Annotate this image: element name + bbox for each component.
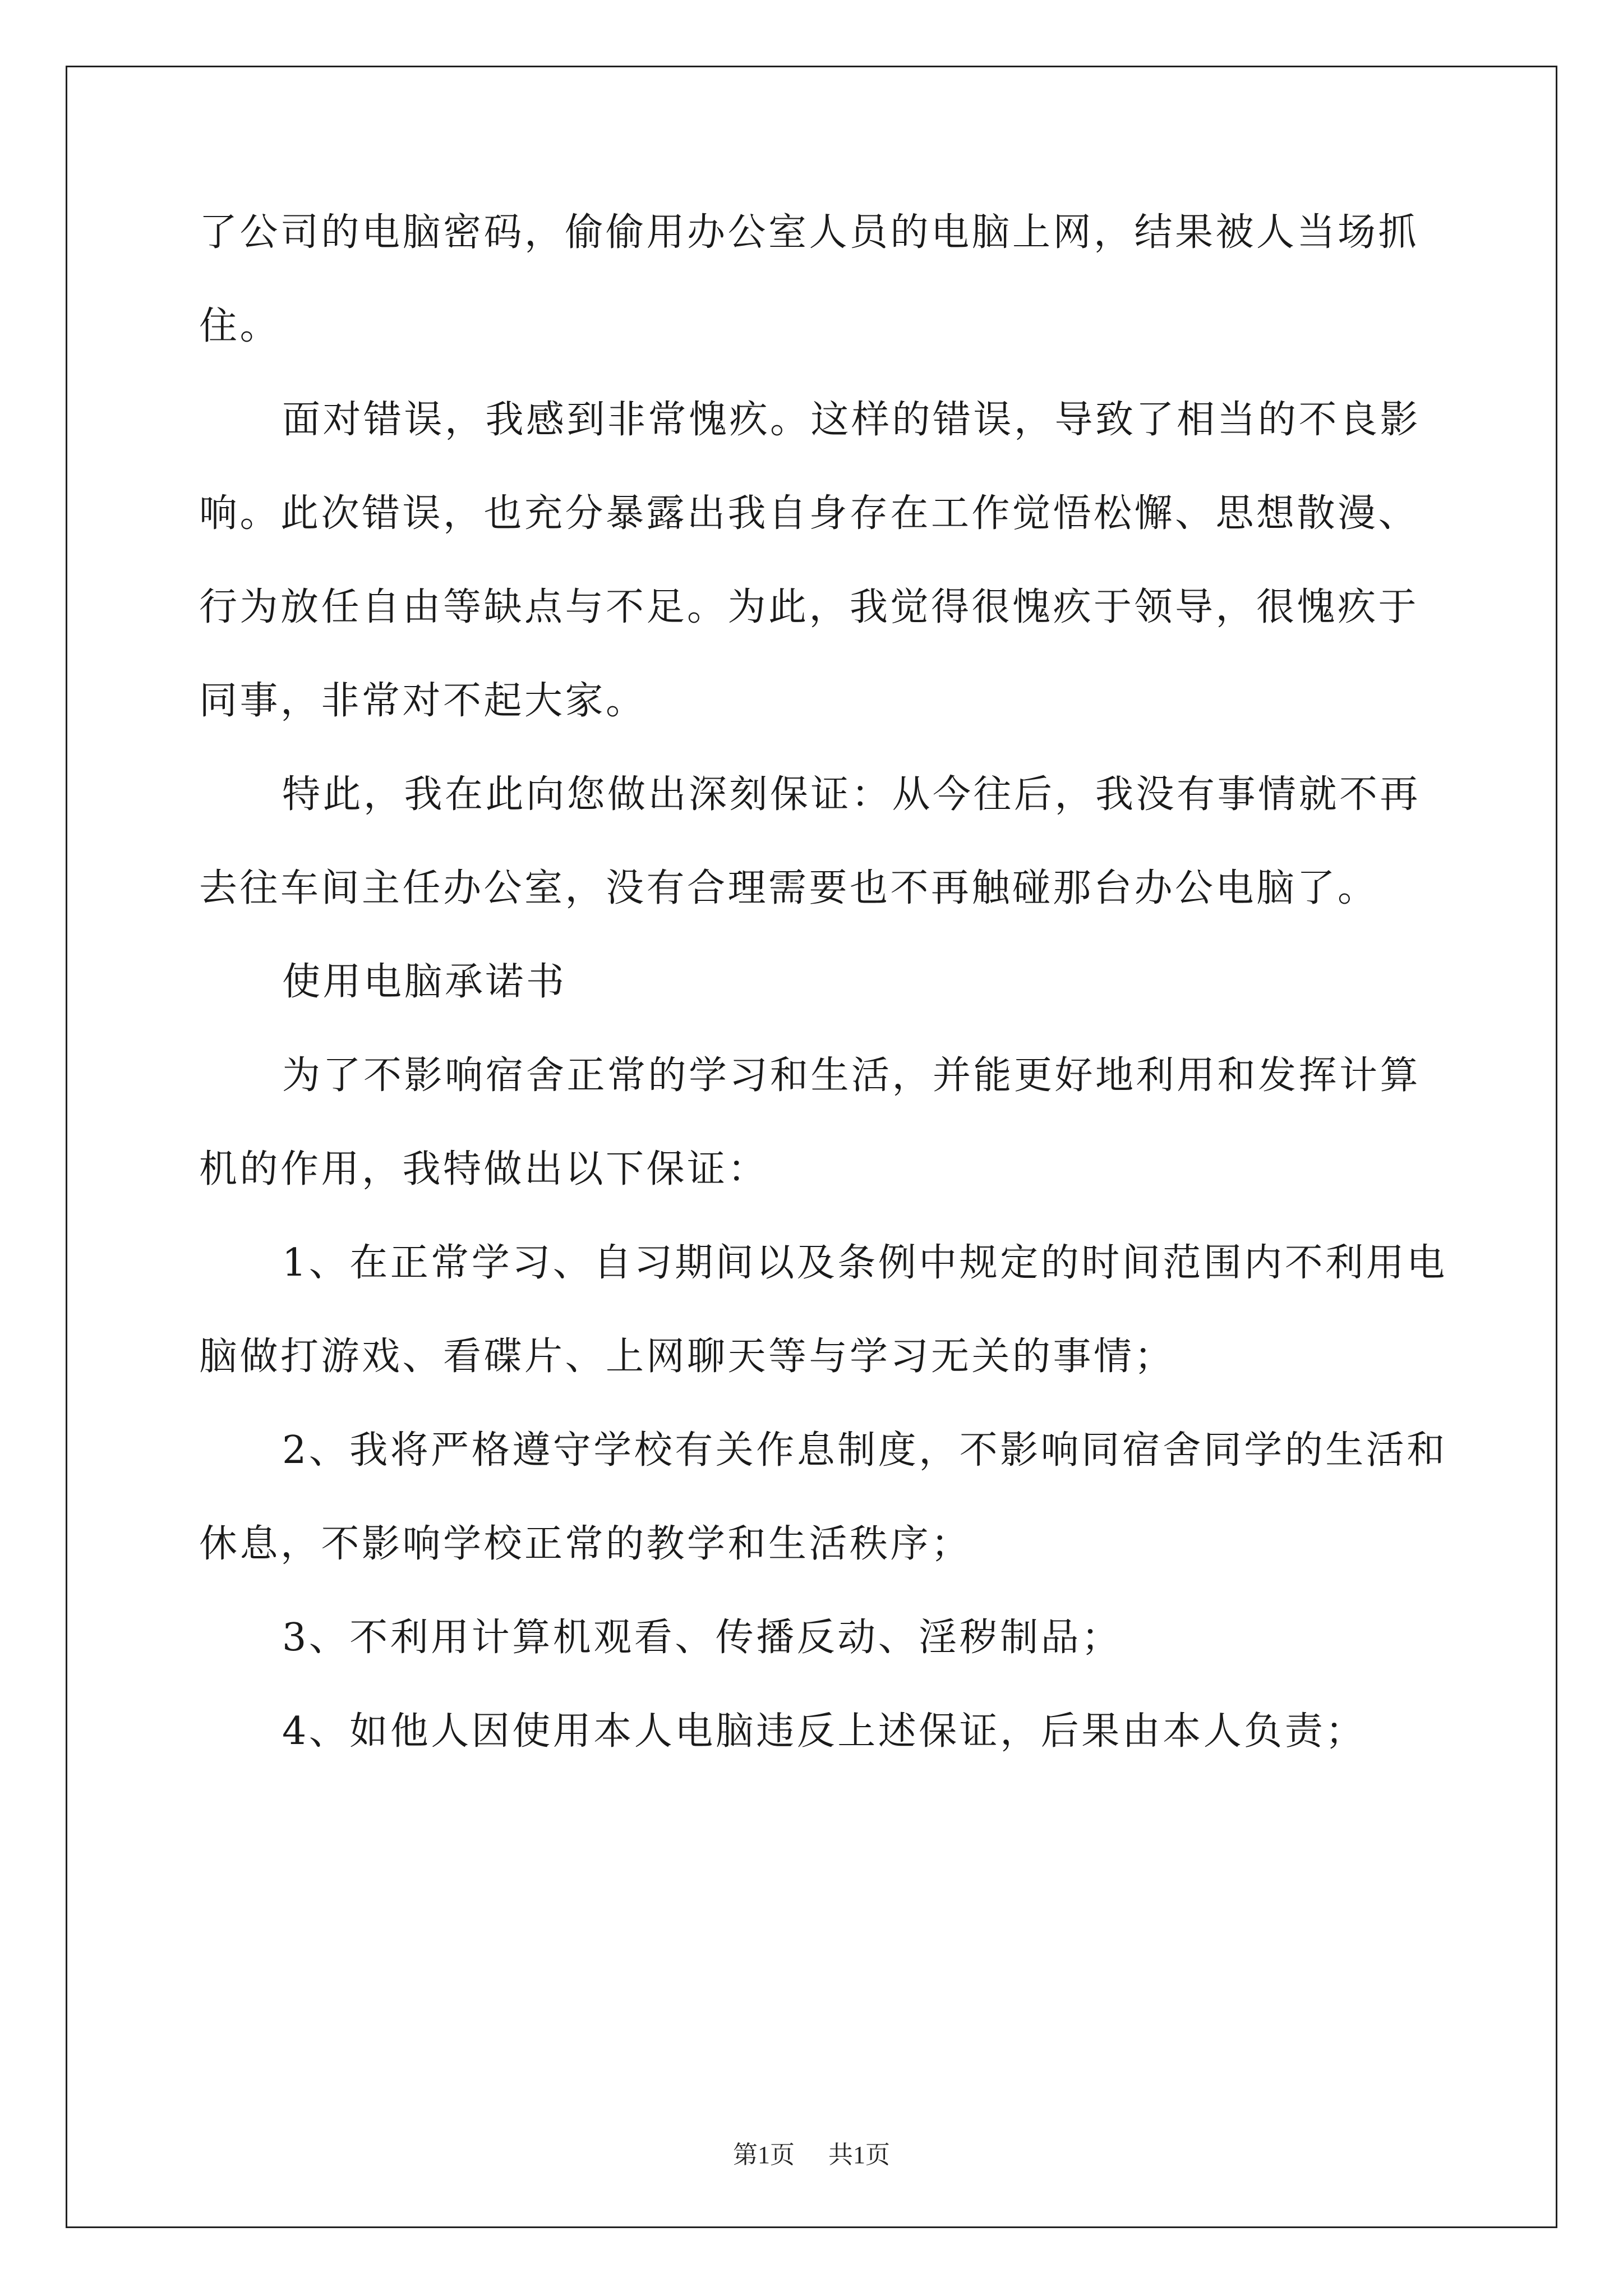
section-heading: 使用电脑承诺书 bbox=[282, 960, 567, 1004]
text-line: 去往车间主任办公室，没有合理需要也不再触碰那台办公电脑了。 bbox=[199, 866, 1378, 910]
document-body bbox=[199, 210, 1447, 1806]
list-item-3: 3、不利用计算机观看、传播反动、淫秽制品； bbox=[282, 1616, 1122, 1660]
page-number-current: 第1页 bbox=[733, 2141, 795, 2169]
list-item-4: 4、如他人因使用本人电脑违反上述保证，后果由本人负责； bbox=[282, 1709, 1366, 1754]
text-line: 休息，不影响学校正常的教学和生活秩序； bbox=[199, 1522, 972, 1566]
page-number-total: 共1页 bbox=[828, 2141, 890, 2169]
paragraph-start: 为了不影响宿舍正常的学习和生活，并能更好地利用和发挥计算 bbox=[282, 1053, 1421, 1098]
text-line: 住。 bbox=[199, 304, 281, 348]
text-line: 响。此次错误，也充分暴露出我自身存在工作觉悟松懈、思想散漫、 bbox=[199, 491, 1419, 536]
text-line: 机的作用，我特做出以下保证： bbox=[199, 1147, 769, 1191]
page-footer bbox=[0, 2134, 1623, 2170]
paragraph-start: 特此，我在此向您做出深刻保证：从今往后，我没有事情就不再 bbox=[282, 772, 1421, 817]
text-line: 了公司的电脑密码，偷偷用办公室人员的电脑上网，结果被人当场抓 bbox=[199, 210, 1419, 255]
list-item-2: 2、我将严格遵守学校有关作息制度，不影响同宿舍同学的生活和 bbox=[282, 1428, 1447, 1473]
text-line: 行为放任自由等缺点与不足。为此，我觉得很愧疚于领导，很愧疚于 bbox=[199, 585, 1419, 629]
paragraph-start: 面对错误，我感到非常愧疚。这样的错误，导致了相当的不良影 bbox=[282, 398, 1421, 442]
list-item-1: 1、在正常学习、自习期间以及条例中规定的时间范围内不利用电 bbox=[282, 1241, 1447, 1285]
text-line: 脑做打游戏、看碟片、上网聊天等与学习无关的事情； bbox=[199, 1335, 1175, 1379]
text-line: 同事，非常对不起大家。 bbox=[199, 679, 647, 723]
